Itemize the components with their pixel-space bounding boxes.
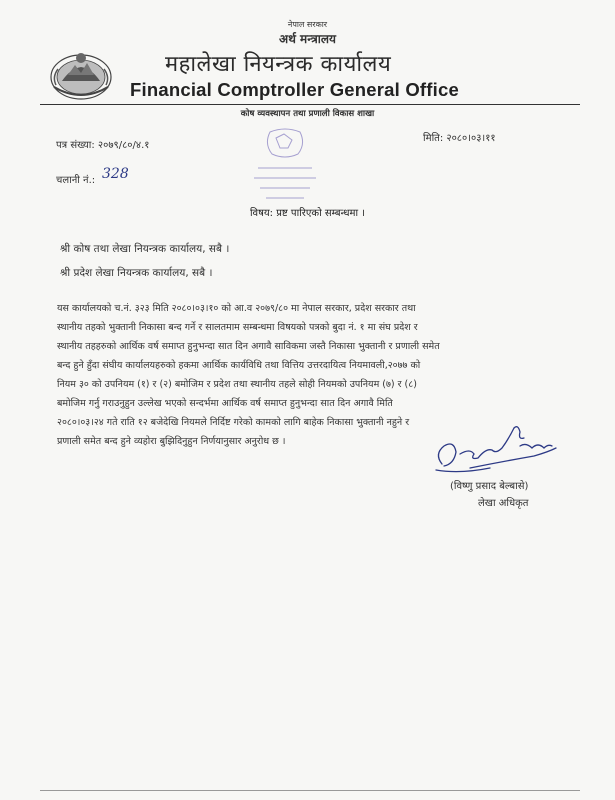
subject-line: विषय: प्रष्ट पारिएको सम्बन्धमा । bbox=[249, 208, 366, 219]
section-label: कोष व्यवस्थापन तथा प्रणाली विकास शाखा bbox=[240, 109, 375, 119]
signatory-name: (विष्णु प्रसाद बेल्बासे) bbox=[450, 481, 529, 492]
ministry-label: अर्थ मन्त्रालय bbox=[279, 32, 336, 46]
signatory-title: लेखा अधिकृत bbox=[478, 498, 529, 509]
body-line: नियम ३० को उपनियम (१) र (२) बमोजिम र प्रदेश तथा स्थानीय तहले सोही नियमको उपनियम (७) र (८) bbox=[57, 379, 417, 390]
office-title-english: Financial Comptroller General Office bbox=[130, 79, 459, 100]
nepal-emblem-icon bbox=[48, 47, 114, 101]
reference-number: पत्र संख्या: २०७९/८०/४.१ bbox=[56, 140, 150, 151]
office-stamp-icon bbox=[240, 124, 330, 210]
header-divider bbox=[40, 104, 580, 105]
body-line: बमोजिम गर्नु गराउनुहुन उल्लेख भएको सन्दर्भमा आर्थिक वर्ष समाप्त हुनुभन्दा सात दिन अगावै मिति bbox=[57, 398, 393, 409]
office-title-nepali: महालेखा नियन्त्रक कार्यालय bbox=[165, 52, 392, 77]
body-line: यस कार्यालयको च.नं. ३२३ मिति २०८०।०३।१० को आ.व २०७९/८० मा नेपाल सरकार, प्रदेश सरकार तथा bbox=[57, 303, 416, 314]
footer-divider bbox=[40, 790, 580, 791]
recipient-line: श्री प्रदेश लेखा नियन्त्रक कार्यालय, सबै । bbox=[60, 267, 213, 279]
chalani-number: 328 bbox=[102, 166, 129, 182]
government-label: नेपाल सरकार bbox=[287, 20, 328, 29]
recipient-line: श्री कोष तथा लेखा नियन्त्रक कार्यालय, सबै । bbox=[60, 243, 230, 255]
body-line: स्थानीय तहको भुक्तानी निकासा बन्द गर्ने र सालतमाम सम्बन्धमा विषयको पत्रको बुदा नं. १ मा संघ प्रदेश र bbox=[57, 322, 418, 333]
letter-date: मिति: २०८०।०३।११ bbox=[423, 133, 496, 144]
chalani-label: चलानी नं.: bbox=[56, 175, 96, 186]
body-line: बन्द हुने हुँदा संघीय कार्यालयहरुको हकमा आर्थिक कार्यविधि तथा वित्तिय उत्तरदायित्व नियमावली,२०७७ को bbox=[57, 360, 421, 371]
signature-icon bbox=[430, 418, 570, 478]
body-line: प्रणाली समेत बन्द हुने व्यहोरा बुझिदिनुहुन निर्णयानुसार अनुरोध छ । bbox=[57, 436, 286, 447]
body-line: स्थानीय तहहरुको आर्थिक वर्ष समाप्त हुनुभन्दा सात दिन अगावै साविकमा जस्तै निकासा भुक्तानी र प्रणाली समेत bbox=[57, 341, 440, 352]
body-line: २०८०।०३।२४ गते राति १२ बजेदेखि नियमले निर्दिष्ट गरेको कामको लागि बाहेक निकासा भुक्तानी नहुने र bbox=[57, 417, 410, 428]
